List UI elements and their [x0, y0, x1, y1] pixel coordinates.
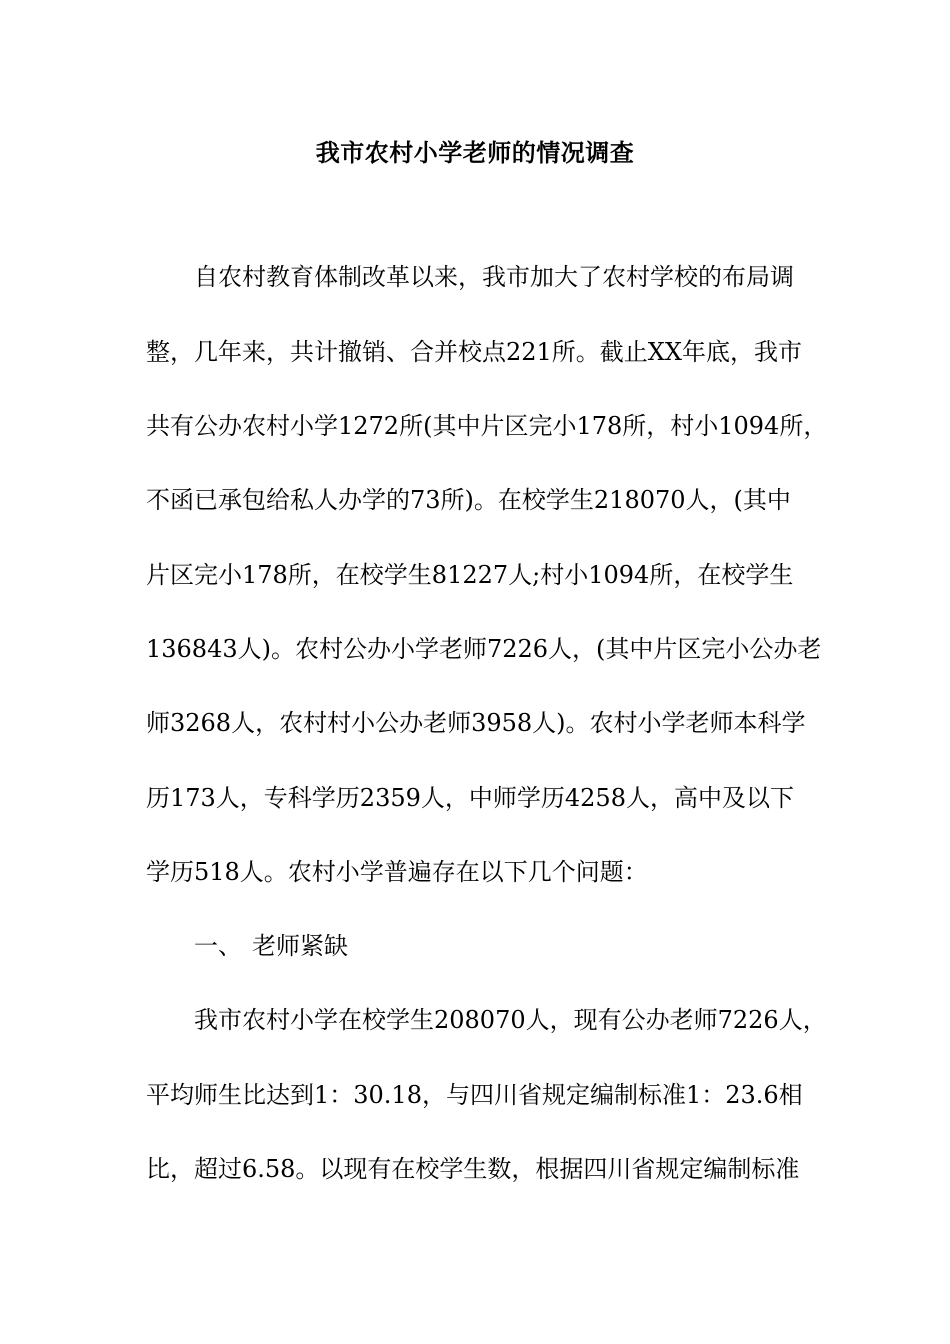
paragraph-line: 共有公办农村小学1272所(其中片区完小178所，村小1094所， [146, 412, 828, 440]
paragraph-line: 比，超过6.58。以现有在校学生数，根据四川省规定编制标准 [146, 1155, 800, 1183]
paragraph-line: 136843人)。农村公办小学老师7226人，(其中片区完小公办老 [146, 635, 822, 663]
paragraph-line: 不函已承包给私人办学的73所)。在校学生218070人，(其中 [146, 486, 791, 514]
document-title: 我市农村小学老师的情况调查 [315, 138, 635, 167]
section-number: 一、 [194, 932, 242, 960]
section-heading-text: 老师紧缺 [252, 932, 348, 960]
paragraph-line: 片区完小178所，在校学生81227人;村小1094所，在校学生 [146, 561, 794, 589]
paragraph-line: 师3268人，农村村小公办老师3958人)。农村小学老师本科学 [146, 709, 806, 737]
paragraph-line: 自农村教育体制改革以来，我市加大了农村学校的布局调 [194, 263, 794, 291]
paragraph-line: 历173人，专科学历2359人，中师学历4258人，高中及以下 [146, 784, 794, 812]
paragraph-line: 学历518人。农村小学普遍存在以下几个问题： [146, 858, 648, 886]
paragraph-line: 我市农村小学在校学生208070人，现有公办老师7226人， [194, 1006, 827, 1034]
paragraph-line: 整，几年来，共计撤销、合并校点221所。截止XX年底，我市 [146, 338, 802, 366]
paragraph-line: 平均师生比达到1：30.18，与四川省规定编制标准1：23.6相 [146, 1081, 803, 1109]
section-heading [194, 928, 348, 964]
